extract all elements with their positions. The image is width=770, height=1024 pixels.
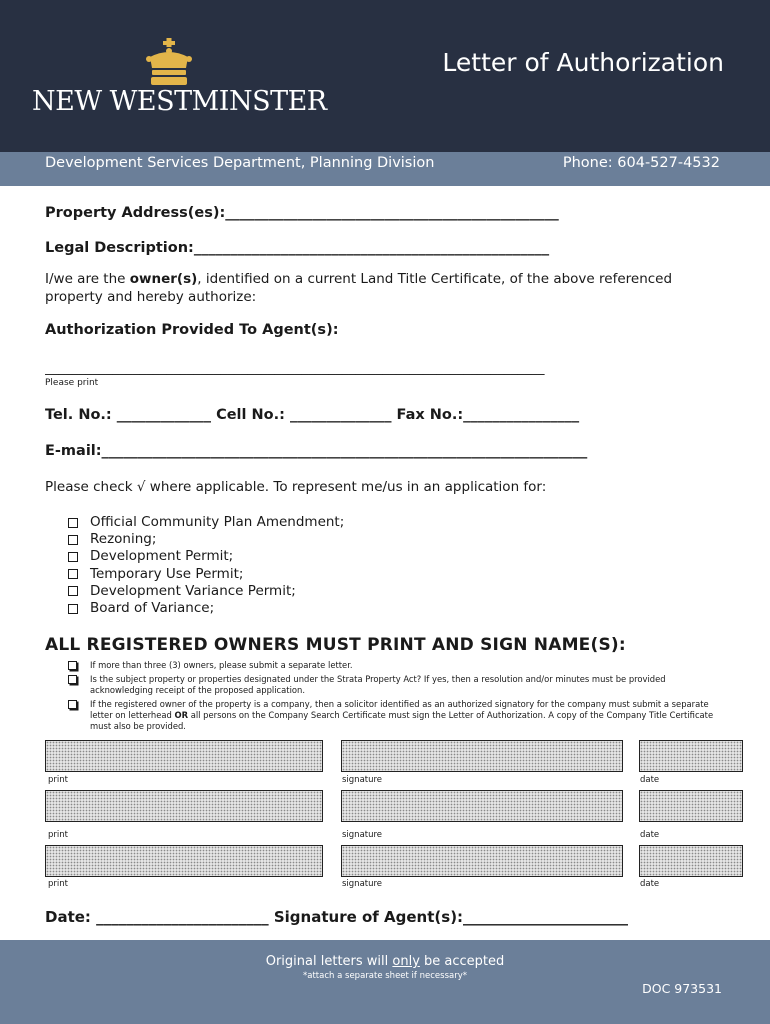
list-item [68, 583, 344, 600]
owner-signature-field[interactable] [341, 845, 623, 877]
owner-signature-field[interactable] [341, 790, 623, 822]
checkbox[interactable] [68, 604, 78, 614]
date-label: date [640, 775, 660, 785]
checkbox[interactable] [68, 552, 78, 562]
print-label: print [48, 879, 68, 889]
owner-print-field[interactable] [45, 845, 323, 877]
print-label: print [48, 830, 68, 840]
note-box-icon [68, 700, 77, 709]
owner-date-field[interactable] [639, 845, 743, 877]
owner-date-field[interactable] [639, 740, 743, 772]
note-text: Is the subject property or properties designated under the Strata Property Act? If yes, then a resolution and/or minutes must be provided acknowledging receipt of the proposed application. [90, 674, 666, 695]
note-text: If more than three (3) owners, please submit a separate letter. [90, 660, 353, 670]
checkbox[interactable] [68, 586, 78, 596]
owner-print-field[interactable] [45, 790, 323, 822]
owner-statement-prefix: I/we are the [45, 271, 130, 287]
page-header [0, 0, 770, 152]
notice-pre: Original letters will [265, 954, 393, 969]
note-text [90, 699, 728, 732]
application-type-list [68, 514, 344, 617]
agent-name-line[interactable]: __________________________________________________________________________ [45, 360, 545, 376]
application-type-label: Temporary Use Permit; [90, 565, 244, 582]
checkbox[interactable] [68, 569, 78, 579]
legal-description-line[interactable]: Legal Description:_________________________________________________ [45, 240, 550, 256]
signature-label: signature [342, 879, 383, 889]
list-item [68, 660, 728, 671]
notice-underline: only [392, 954, 420, 969]
brand-name: NEW WESTMINSTER [32, 86, 327, 117]
original-letters-notice [0, 954, 770, 969]
print-label: print [48, 775, 68, 785]
note-box-icon [68, 661, 77, 670]
notice-post: be accepted [419, 954, 505, 969]
note-text-pre: If the registered owner of the property is a company, then a solicitor identified as an authorized signatory for the company must submit a separate letter on letterhead [90, 699, 709, 720]
department-name: Development Services Department, Planning Division [45, 155, 435, 171]
owner-statement-bold: owner(s) [129, 271, 198, 287]
application-type-label: Board of Variance; [90, 600, 215, 617]
department-bar [0, 152, 770, 186]
date-label: date [640, 879, 660, 889]
application-type-label: Development Permit; [90, 548, 234, 565]
property-address-line[interactable]: Property Address(es):______________________________________________ [45, 205, 559, 221]
list-item [68, 699, 728, 732]
separate-sheet-note: *attach a separate sheet if necessary* [303, 971, 467, 981]
checkbox[interactable] [68, 518, 78, 528]
owner-date-field[interactable] [639, 790, 743, 822]
owner-statement-rest: , identified on a current Land Title Certificate, of the above referenced property and hereby authorize: [45, 271, 673, 305]
list-item [68, 600, 344, 617]
list-item [68, 548, 344, 565]
please-print-hint: Please print [45, 378, 99, 388]
note-text-post: all persons on the Company Search Certificate must sign the Letter of Authorization. A copy of the Company Title Certificate must also be provided. [90, 710, 714, 731]
crown-icon [146, 38, 192, 86]
check-prompt: Please check √ where applicable. To represent me/us in an application for: [45, 479, 547, 495]
owner-statement [45, 270, 725, 306]
application-type-label: Official Community Plan Amendment; [90, 514, 345, 530]
agent-heading: Authorization Provided To Agent(s): [45, 322, 339, 338]
list-item [68, 514, 344, 531]
document-number: DOC 973531 [642, 981, 722, 996]
date-agent-signature-line[interactable]: Date: _______________________ Signature of Agent(s):______________________ [45, 908, 629, 926]
list-item [68, 566, 344, 583]
signature-label: signature [342, 775, 383, 785]
signature-label: signature [342, 830, 383, 840]
owner-notes-list [68, 660, 728, 735]
note-box-icon [68, 675, 77, 684]
application-type-label: Development Variance Permit; [90, 582, 296, 599]
email-line[interactable]: E-mail:___________________________________________________________________ [45, 443, 588, 459]
list-item [68, 531, 344, 548]
application-type-label: Rezoning; [90, 531, 157, 548]
owners-heading: ALL REGISTERED OWNERS MUST PRINT AND SIGN NAME(S): [45, 635, 626, 655]
phone-numbers-line[interactable]: Tel. No.: _____________ Cell No.: ______________ Fax No.:________________ [45, 407, 580, 423]
page-footer [0, 940, 770, 1024]
note-text-bold: OR [174, 710, 189, 720]
owner-print-field[interactable] [45, 740, 323, 772]
checkbox[interactable] [68, 535, 78, 545]
owner-signature-field[interactable] [341, 740, 623, 772]
department-phone: Phone: 604-527-4532 [562, 155, 720, 171]
list-item [68, 674, 728, 696]
date-label: date [640, 830, 660, 840]
document-title: Letter of Authorization [442, 48, 724, 77]
